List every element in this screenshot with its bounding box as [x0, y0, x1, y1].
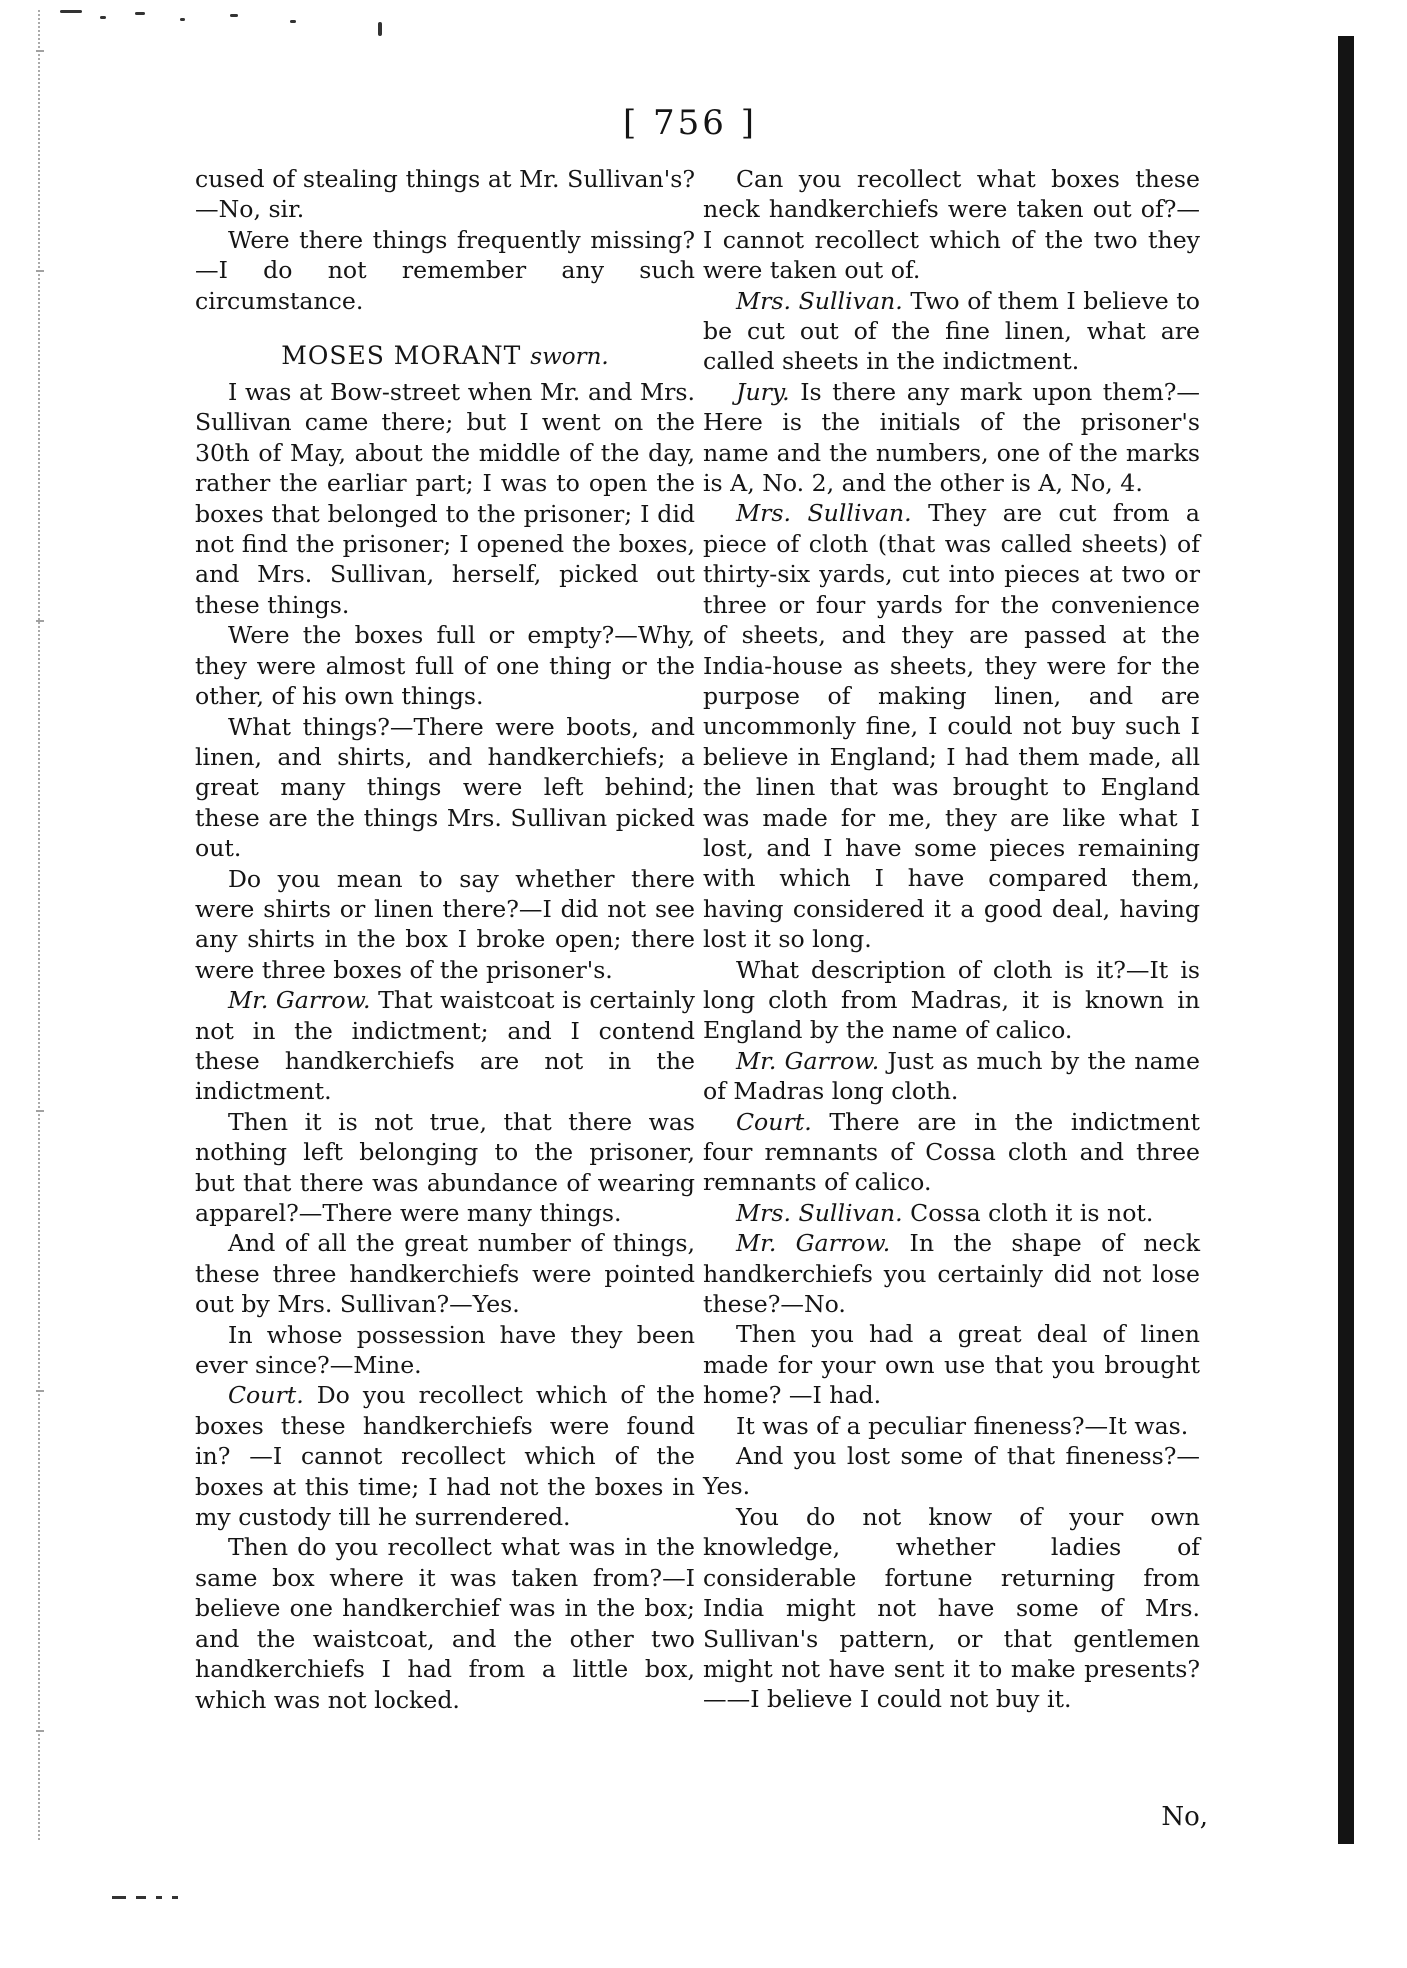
speaker-label: Mrs. Sullivan.: [736, 499, 912, 528]
paragraph: [195, 985, 695, 1107]
witness-heading: [195, 336, 695, 377]
paragraph: What things?—There were boots, and linen, and shirts, and handkerchiefs; a great many things were left behind; these are the things Mrs. Sullivan picked out.: [195, 712, 695, 863]
speech-text: Two of them I believe to be cut out of the fine linen, what are called sheets in the indictment.: [703, 286, 1200, 376]
paragraph: Then do you recollect what was in the same box where it was taken from?—I believe one handkerchief was in the box; and the waistcoat, and the other two handkerchiefs I had from a little box, which was not locked.: [195, 1533, 695, 1714]
speaker-label: Mrs. Sullivan.: [736, 1198, 903, 1227]
paragraph: Were the boxes full or empty?—Why, they were almost full of one thing or the other, of his own things.: [195, 621, 695, 711]
paragraph: [703, 1046, 1200, 1107]
speaker-label: Mr. Garrow.: [228, 986, 371, 1015]
paragraph: In whose possession have they been ever since?—Mine.: [195, 1320, 695, 1380]
speaker-label: Court.: [228, 1381, 304, 1410]
speaker-label: Jury.: [736, 377, 790, 406]
speaker-label: Mr. Garrow.: [736, 1229, 891, 1258]
catchword: No,: [1161, 1802, 1208, 1832]
paragraph: And of all the great number of things, these three handkerchiefs were pointed out by Mrs. Sullivan?—Yes.: [195, 1229, 695, 1319]
paragraph: [195, 1380, 695, 1532]
speaker-label: Mrs. Sullivan.: [736, 286, 903, 315]
paragraph: Then you had a great deal of linen made for your own use that you brought home? —I had.: [703, 1320, 1200, 1410]
left-page-edge: [38, 10, 46, 1840]
speech-text: There are in the indictment four remnants of Cossa cloth and three remnants of calico.: [703, 1107, 1200, 1197]
paragraph: [703, 498, 1200, 954]
paragraph: Can you recollect what boxes these neck handkerchiefs were taken out of?—I cannot recollect which of the two they were taken out of.: [703, 165, 1200, 285]
top-scan-specks: [60, 6, 400, 36]
speech-text: That waistcoat is certainly not in the indictment; and I contend these handkerchiefs are not in the indictment.: [195, 986, 695, 1106]
speech-text: In the shape of neck handkerchiefs you certainly did not lose these?—No.: [703, 1229, 1200, 1319]
paragraph: And you lost some of that fineness?—Yes.: [703, 1442, 1200, 1501]
paragraph: Were there things frequently missing? —I do not remember any such circumstance.: [195, 225, 695, 315]
paragraph: [703, 1107, 1200, 1198]
paragraph: [703, 377, 1200, 499]
sworn-label: sworn.: [530, 344, 609, 371]
paragraph: Then it is not true, that there was nothing left belonging to the prisoner, but that there was abundance of wearing apparel?—There were many things.: [195, 1107, 695, 1227]
speech-text: Just as much by the name of Madras long cloth.: [703, 1046, 1200, 1106]
paragraph: Do you mean to say whether there were shirts or linen there?—I did not see any shirts in the box I broke open; there were three boxes of the prisoner's.: [195, 864, 695, 984]
paragraph: [703, 1198, 1200, 1228]
speech-text: They are cut from a piece of cloth (that was called sheets) of thirty-six yards, cut into pieces at two or three or four yards for the convenience of sheets, and they are passed at the India-house as sheets, they were for the purpose of making linen, and are uncommonly fine, I could not buy such I believe in England; I had them made, all the linen that was brought to England was made for me, they are like what I lost, and I have some pieces remaining with which I have compared them, having considered it a good deal, having lost it so long.: [703, 499, 1201, 954]
paragraph: [703, 1228, 1200, 1319]
bottom-scan-specks: [112, 1896, 192, 1902]
page-number: [ 756 ]: [622, 103, 758, 143]
paragraph: [703, 286, 1200, 377]
paragraph: cused of stealing things at Mr. Sullivan's? —No, sir.: [195, 165, 695, 224]
right-column: [703, 164, 1200, 1715]
right-page-edge: [1338, 36, 1354, 1844]
witness-name: MOSES MORANT: [281, 341, 522, 371]
speech-text: Do you recollect which of the boxes these handkerchiefs were found in? —I cannot recollect which of the boxes at this time; I had not the boxes in my custody till he surrendered.: [195, 1381, 695, 1532]
paragraph: It was of a peculiar fineness?—It was.: [736, 1411, 1189, 1440]
speech-text: Is there any mark upon them?—Here is the initials of the prisoner's name and the numbers, one of the marks is A, No. 2, and the other is A, No, 4.: [703, 377, 1200, 498]
paragraph: I was at Bow-street when Mr. and Mrs. Sullivan came there; but I went on the 30th of May, about the middle of the day, rather the earliar part; I was to open the boxes that belonged to the prisoner; I did not find the prisoner; I opened the boxes, and Mrs. Sullivan, herself, picked out these things.: [195, 378, 695, 619]
left-column: [195, 164, 695, 1715]
speaker-label: Court.: [736, 1107, 812, 1136]
paragraph: You do not know of your own knowledge, whether ladies of considerable fortune returning from India might not have some of Mrs. Sullivan's pattern, or that gentlemen might not have sent it to make presents?——I believe I could not buy it.: [703, 1502, 1200, 1714]
speaker-label: Mr. Garrow.: [736, 1046, 880, 1075]
speech-text: Cossa cloth it is not.: [902, 1198, 1154, 1227]
paragraph: What description of cloth is it?—It is long cloth from Madras, it is known in England by the name of calico.: [703, 955, 1200, 1045]
